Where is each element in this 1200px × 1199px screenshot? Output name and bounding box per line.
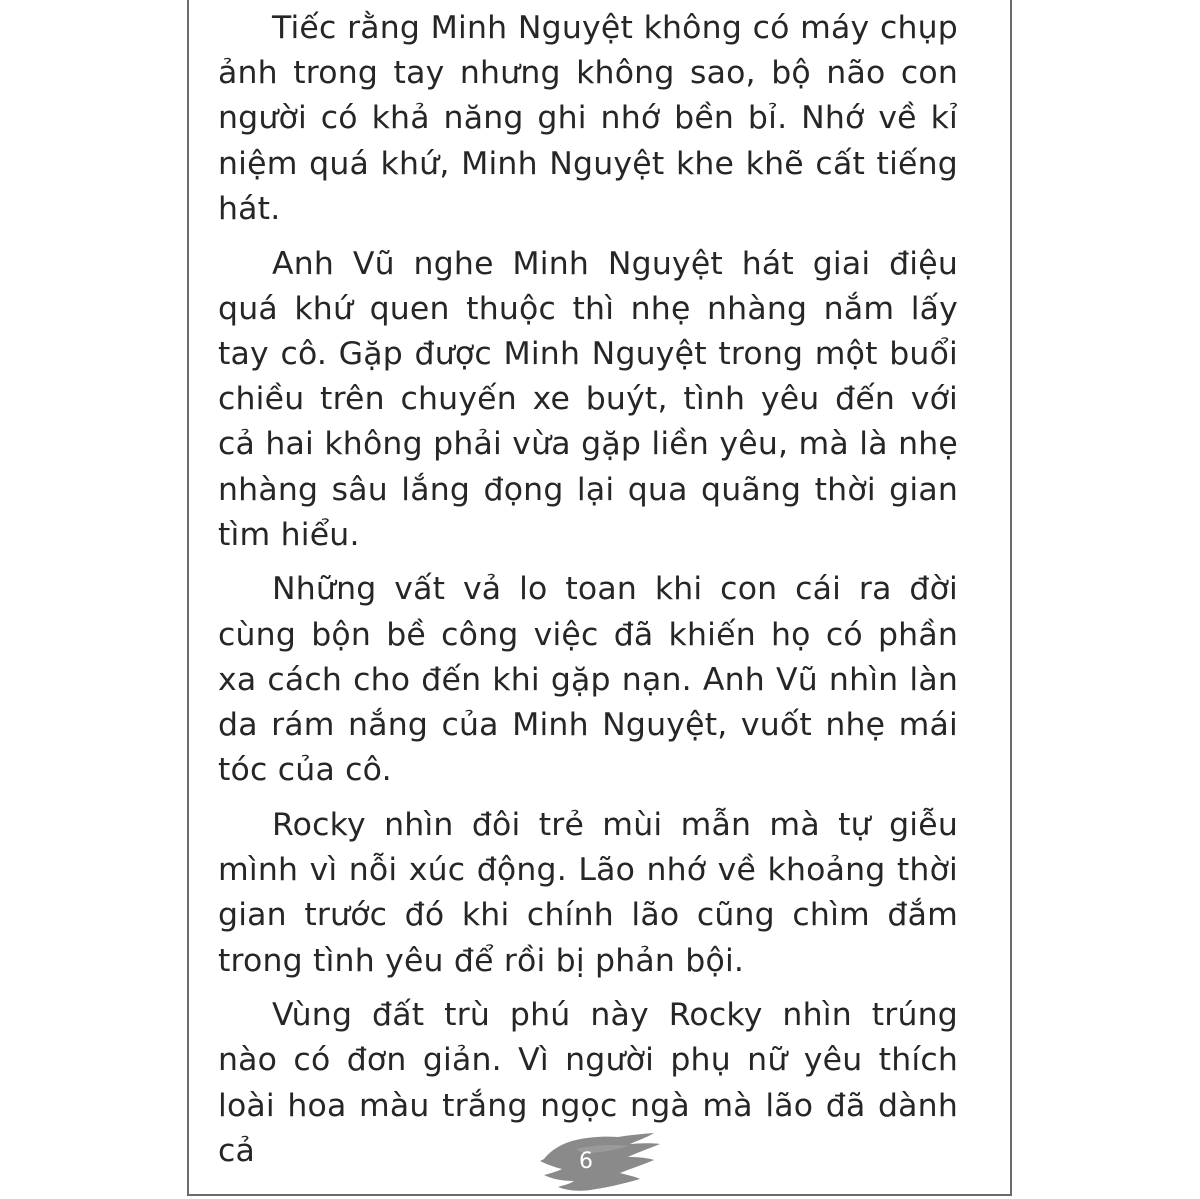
paragraph-3: Những vất vả lo toan khi con cái ra đời cùng bộn bề công việc đã khiến họ có phần xa cách cho đến khi gặp nạn. Anh Vũ nhìn làn da rám nắng của Minh Nguyệt, vuốt nhẹ mái tóc của cô. [218, 571, 958, 789]
page-number: 6 [579, 1149, 593, 1174]
body-text [218, 6, 958, 1184]
paragraph-5: Vùng đất trù phú này Rocky nhìn trúng nào có đơn giản. Vì người phụ nữ yêu thích loài hoa màu trắng ngọc ngà mà lão đã dành cả [218, 997, 958, 1169]
paragraph-2: Anh Vũ nghe Minh Nguyệt hát giai điệu quá khứ quen thuộc thì nhẹ nhàng nắm lấy tay cô. Gặp được Minh Nguyệt trong một buổi chiều trên chuyến xe buýt, tình yêu đến với cả hai không phải vừa gặp liền yêu, mà là nhẹ nhàng sâu lắng đọng lại qua quãng thời gian tìm hiểu. [218, 245, 958, 553]
paragraph-4: Rocky nhìn đôi trẻ mùi mẫn mà tự giễu mình vì nỗi xúc động. Lão nhớ về khoảng thời gian trước đó khi chính lão cũng chìm đắm trong tình yêu để rồi bị phản bội. [218, 806, 958, 979]
page-number-badge [536, 1129, 662, 1195]
paragraph-1: Tiếc rằng Minh Nguyệt không có máy chụp ảnh trong tay nhưng không sao, bộ não con người có khả năng ghi nhớ bền bỉ. Nhớ về kỉ niệm quá khứ, Minh Nguyệt khe khẽ cất tiếng hát. [218, 10, 958, 227]
